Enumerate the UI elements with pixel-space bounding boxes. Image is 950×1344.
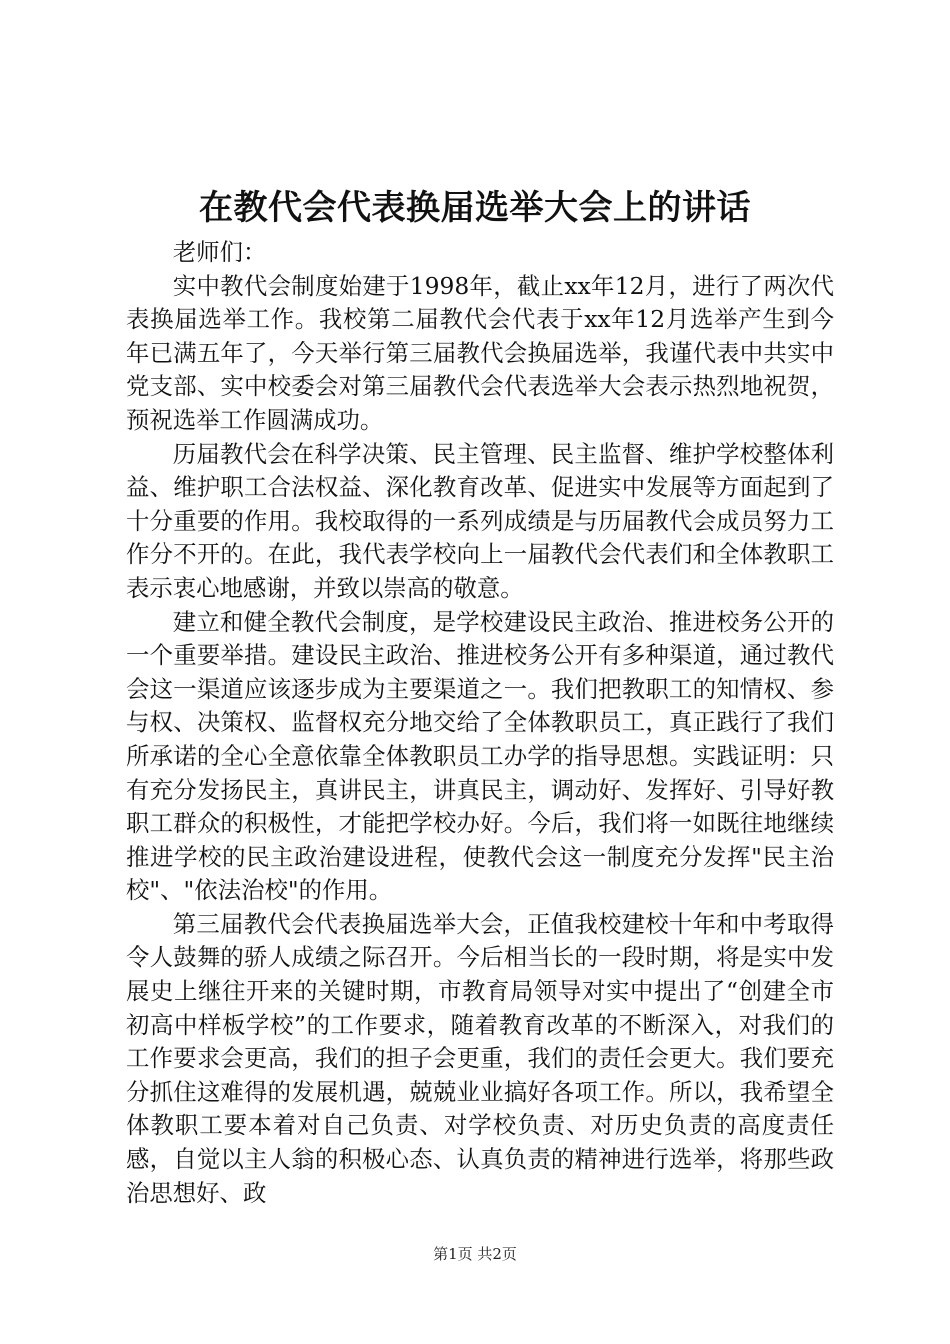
document-title: 在教代会代表换届选举大会上的讲话	[199, 188, 751, 228]
paragraph: 建立和健全教代会制度，是学校建设民主政治、推进校务公开的一个重要举措。建设民主政治、推进校务公开有多种渠道，通过教代会这一渠道应该逐步成为主要渠道之一。我们把教职工的知情权、参与权、决策权、监督权充分地交给了全体教职员工，真正践行了我们所承诺的全心全意依靠全体教职员工办学的指导思想。实践证明：只有充分发扬民主，真讲民主，讲真民主，调动好、发挥好、引导好教职工群众的积极性，才能把学校办好。今后，我们将一如既往地继续推进学校的民主政治建设进程，使教代会这一制度充分发挥"民主治校"、"依法治校"的作用。	[126, 607, 834, 905]
salutation: 老师们：	[172, 238, 267, 266]
page-footer: 第1页 共2页	[433, 1245, 517, 1263]
paragraph: 第三届教代会代表换届选举大会，正值我校建校十年和中考取得令人鼓舞的骄人成绩之际召开。今后相当长的一段时期，将是实中发展史上继往开来的关键时期，市教育局领导对实中提出了“创建全市初高中样板学校”的工作要求，随着教育改革的不断深入，对我们的工作要求会更高，我们的担子会更重，我们的责任会更大。我们要充分抓住这难得的发展机遇，兢兢业业搞好各项工作。所以，我希望全体教职工要本着对自己负责、对学校负责、对历史负责的高度责任感，自觉以主人翁的积极心态、认真负责的精神进行选举，将那些政治思想好、政	[126, 909, 834, 1207]
document-body	[126, 236, 834, 1210]
paragraph: 历届教代会在科学决策、民主管理、民主监督、维护学校整体利益、维护职工合法权益、深化教育改革、促进实中发展等方面起到了十分重要的作用。我校取得的一系列成绩是与历届教代会成员努力工作分不开的。在此，我代表学校向上一届教代会代表们和全体教职工表示衷心地感谢，并致以崇高的敬意。	[126, 439, 834, 602]
paragraph: 实中教代会制度始建于1998年，截止xx年12月，进行了两次代表换届选举工作。我校第二届教代会代表于xx年12月选举产生到今年已满五年了，今天举行第三届教代会换届选举，我谨代表中共实中党支部、实中校委会对第三届教代会代表选举大会表示热烈地祝贺，预祝选举工作圆满成功。	[126, 271, 834, 434]
